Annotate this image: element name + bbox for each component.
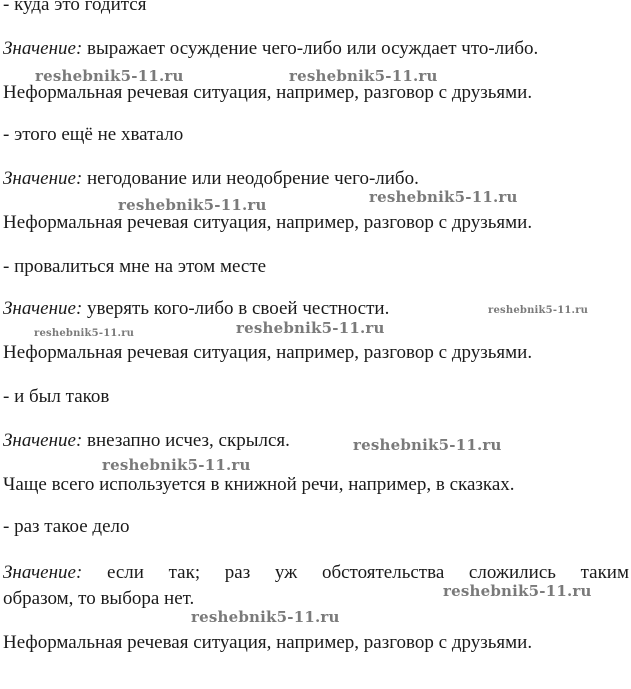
meaning-3 [3,298,389,320]
meaning-text: уверять кого-либо в своей честности. [82,298,390,319]
usage-3: Неформальная речевая ситуация, например, разговор с друзьями. [3,342,533,363]
meaning-text: негодование или неодобрение чего-либо. [82,168,419,189]
meaning-label: Значение: [3,168,83,189]
watermark: reshebnik5-11.ru [443,582,592,600]
meaning-text: внезапно исчез, скрылся. [82,430,290,451]
watermark: reshebnik5-11.ru [353,436,502,454]
meaning-5-line-1 [3,562,629,584]
meaning-4 [3,430,290,452]
meaning-label: Значение: [3,562,83,583]
watermark: reshebnik5-11.ru [102,456,251,474]
usage-4: Чаще всего используется в книжной речи, например, в сказках. [3,474,515,495]
usage-1: Неформальная речевая ситуация, например, разговор с друзьями. [3,82,533,103]
phrase-2: - этого ещё не хватало [3,124,184,145]
watermark: reshebnik5-11.ru [369,188,518,206]
meaning-label: Значение: [3,298,83,319]
meaning-text: выражает осуждение чего-либо или осуждает что-либо. [82,38,539,59]
watermark: reshebnik5-11.ru [191,608,340,626]
meaning-label: Значение: [3,38,83,59]
watermark: reshebnik5-11.ru [34,328,135,339]
watermark: reshebnik5-11.ru [488,305,589,316]
phrase-4: - и был таков [3,386,110,407]
meaning-2 [3,168,419,190]
watermark: reshebnik5-11.ru [35,67,184,85]
watermark: reshebnik5-11.ru [236,319,385,337]
meaning-5-line-2: образом, то выбора нет. [3,588,195,609]
watermark: reshebnik5-11.ru [118,196,267,214]
phrase-5: - раз такое дело [3,516,130,537]
usage-5: Неформальная речевая ситуация, например, разговор с друзьями. [3,632,533,653]
usage-2: Неформальная речевая ситуация, например, разговор с друзьями. [3,212,533,233]
meaning-1 [3,38,538,60]
phrase-3: - провалиться мне на этом месте [3,256,267,277]
meaning-text: если так; раз уж обстоятельства сложились таким [82,562,629,583]
phrase-1: - куда это годится [3,0,147,15]
watermark: reshebnik5-11.ru [289,67,438,85]
meaning-label: Значение: [3,430,83,451]
